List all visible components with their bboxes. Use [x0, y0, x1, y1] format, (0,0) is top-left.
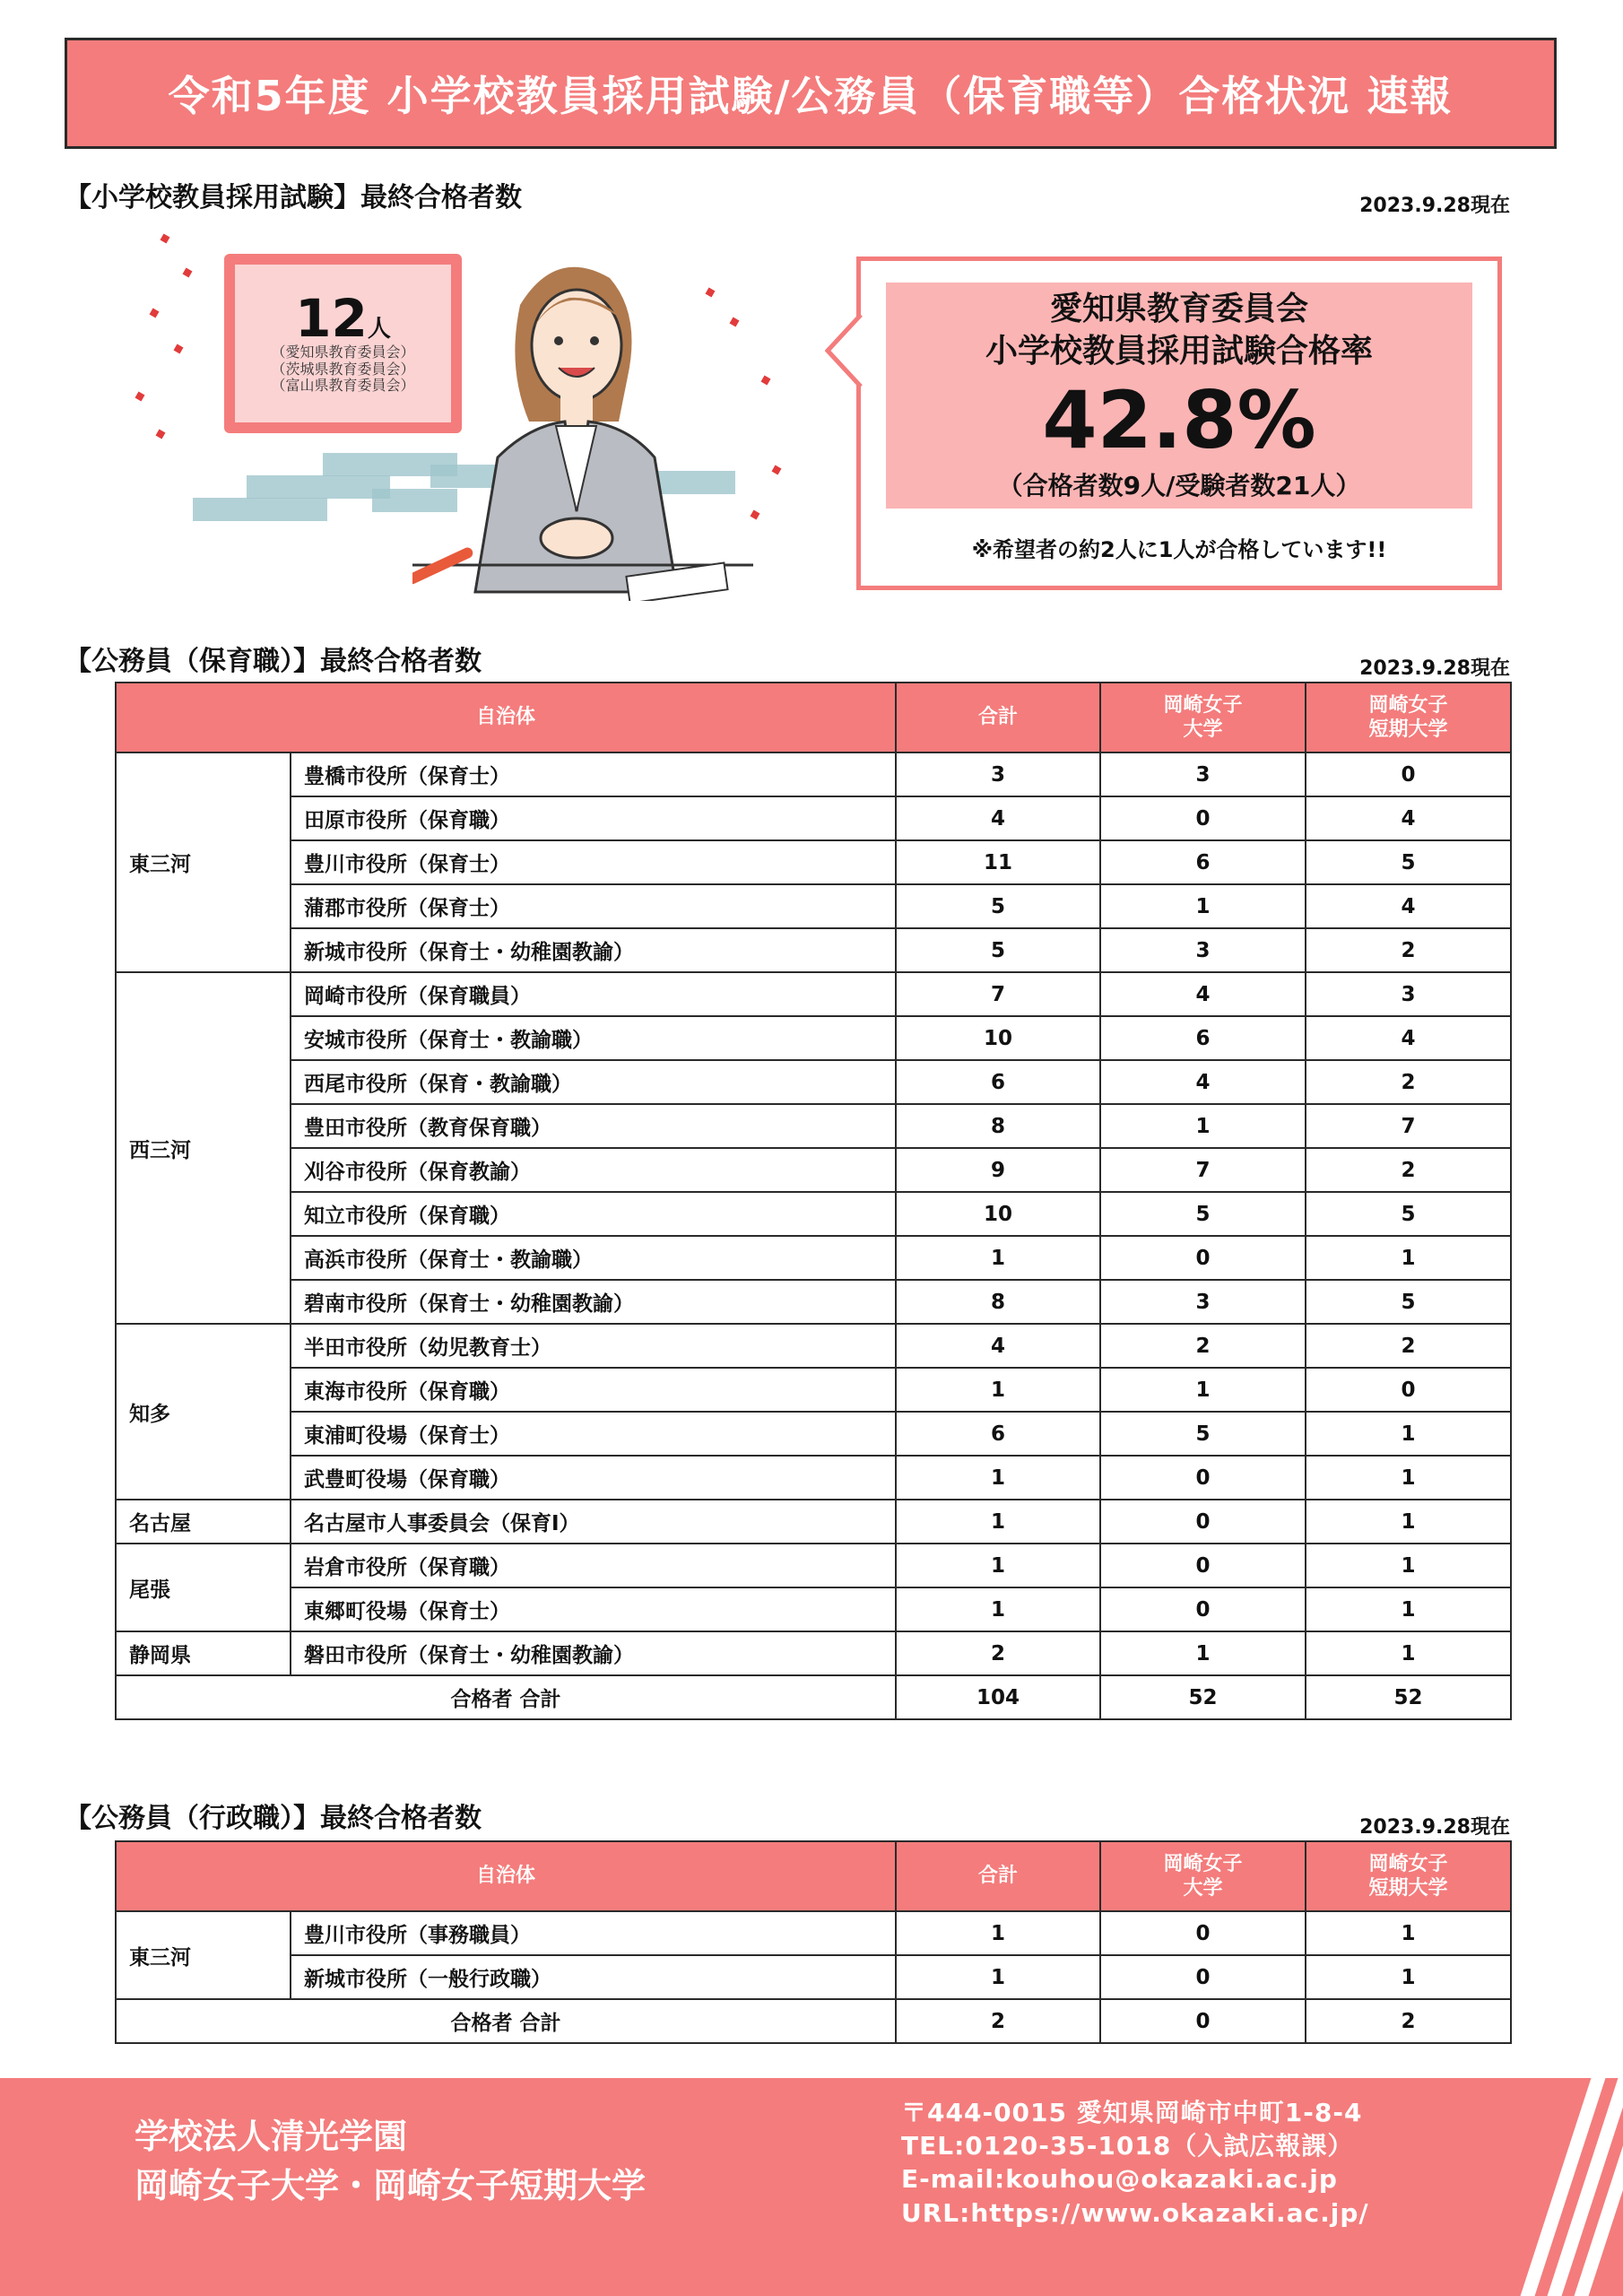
table-row: [116, 1148, 1511, 1192]
region-cell: 知多: [116, 1324, 291, 1500]
total-cell: 1: [896, 1544, 1100, 1587]
total-cell: 5: [896, 884, 1100, 928]
municipality-cell: 西尾市役所（保育・教諭職）: [291, 1060, 896, 1104]
junior-college-cell: 1: [1306, 1500, 1511, 1544]
municipality-cell: 新城市役所（一般行政職）: [291, 1955, 896, 1999]
university-cell: 5: [1100, 1192, 1306, 1236]
junior-college-cell: 1: [1306, 1911, 1511, 1955]
region-cell: 静岡県: [116, 1631, 291, 1675]
total-cell: 10: [896, 1192, 1100, 1236]
junior-college-cell: 1: [1306, 1544, 1511, 1587]
callout-pointer: [825, 315, 863, 387]
municipality-cell: 田原市役所（保育職）: [291, 796, 896, 840]
region-cell: 東三河: [116, 1911, 291, 1999]
municipality-cell: 東浦町役場（保育士）: [291, 1412, 896, 1456]
total-cell: 2: [896, 1631, 1100, 1675]
board-line: （茨城県教育委員会）: [271, 360, 415, 378]
university-cell: 4: [1100, 1060, 1306, 1104]
total-cell: 7: [896, 972, 1100, 1016]
table-row: [116, 1911, 1511, 1955]
total-cell: 6: [896, 1060, 1100, 1104]
total-cell: 3: [896, 752, 1100, 796]
junior-college-cell: 0: [1306, 752, 1511, 796]
junior-college-cell: 0: [1306, 1368, 1511, 1412]
childcare-as-of-date: 2023.9.28現在: [1359, 657, 1510, 680]
total-cell: 1: [896, 1456, 1100, 1500]
junior-college-cell: 5: [1306, 1192, 1511, 1236]
table-row: [116, 752, 1511, 796]
table-row: [116, 796, 1511, 840]
junior-college-cell: 3: [1306, 972, 1511, 1016]
university-cell: 0: [1100, 1456, 1306, 1500]
total-label: 合格者 合計: [116, 1999, 896, 2043]
municipality-cell: 東海市役所（保育職）: [291, 1368, 896, 1412]
junior-college-cell: 1: [1306, 1412, 1511, 1456]
board-count: 12人: [295, 288, 391, 350]
total-row: [116, 1999, 1511, 2043]
university-cell: 7: [1100, 1148, 1306, 1192]
junior-college-total-cell: 52: [1306, 1675, 1511, 1719]
table-row: [116, 1456, 1511, 1500]
footer: [0, 2078, 1623, 2296]
column-header: 岡崎女子 短期大学: [1306, 1841, 1511, 1911]
total-cell: 1: [896, 1236, 1100, 1280]
column-header: 自治体: [116, 1841, 896, 1911]
table-row: [116, 1280, 1511, 1324]
university-total-cell: 0: [1100, 1999, 1306, 2043]
total-cell: 11: [896, 840, 1100, 884]
total-cell: 1: [896, 1587, 1100, 1631]
municipality-cell: 半田市役所（幼児教育士）: [291, 1324, 896, 1368]
table-row: [116, 928, 1511, 972]
table-row: [116, 1500, 1511, 1544]
municipality-cell: 豊橋市役所（保育士）: [291, 752, 896, 796]
total-cell: 8: [896, 1280, 1100, 1324]
municipality-cell: 蒲郡市役所（保育士）: [291, 884, 896, 928]
university-cell: 0: [1100, 1500, 1306, 1544]
municipality-cell: 豊田市役所（教育保育職）: [291, 1104, 896, 1148]
column-header: 岡崎女子 大学: [1100, 1841, 1306, 1911]
column-header: 岡崎女子 短期大学: [1306, 683, 1511, 752]
teacher-section-heading: 【小学校教員採用試験】最終合格者数: [65, 182, 522, 213]
footer-tel: TEL:0120-35-1018（入試広報課）: [901, 2131, 1354, 2161]
municipality-cell: 岩倉市役所（保育職）: [291, 1544, 896, 1587]
junior-college-cell: 7: [1306, 1104, 1511, 1148]
municipality-cell: 新城市役所（保育士・幼稚園教諭）: [291, 928, 896, 972]
municipality-cell: 名古屋市人事委員会（保育Ⅰ）: [291, 1500, 896, 1544]
university-cell: 0: [1100, 1236, 1306, 1280]
junior-college-cell: 4: [1306, 1016, 1511, 1060]
junior-college-cell: 4: [1306, 796, 1511, 840]
region-cell: 東三河: [116, 752, 291, 972]
childcare-section-heading: 【公務員（保育職）】最終合格者数: [65, 646, 482, 677]
municipality-cell: 碧南市役所（保育士・幼稚園教諭）: [291, 1280, 896, 1324]
junior-college-cell: 2: [1306, 1324, 1511, 1368]
board-line: （愛知県教育委員会）: [271, 344, 415, 361]
total-cell: 4: [896, 796, 1100, 840]
total-label: 合格者 合計: [116, 1675, 896, 1719]
board-line: （富山県教育委員会）: [271, 377, 415, 395]
teacher-as-of-date: 2023.9.28現在: [1359, 195, 1510, 217]
total-cell: 5: [896, 928, 1100, 972]
university-cell: 1: [1100, 1631, 1306, 1675]
total-cell: 8: [896, 1104, 1100, 1148]
footer-email[interactable]: E-mail:kouhou@okazaki.ac.jp: [901, 2164, 1338, 2195]
region-cell: 名古屋: [116, 1500, 291, 1544]
university-cell: 1: [1100, 1368, 1306, 1412]
table-row: [116, 1368, 1511, 1412]
university-cell: 0: [1100, 1911, 1306, 1955]
column-header: 岡崎女子 大学: [1100, 683, 1306, 752]
callout-exam-name: 小学校教員採用試験合格率: [985, 332, 1373, 370]
university-cell: 4: [1100, 972, 1306, 1016]
junior-college-cell: 5: [1306, 840, 1511, 884]
university-cell: 3: [1100, 1280, 1306, 1324]
region-cell: 西三河: [116, 972, 291, 1324]
university-cell: 3: [1100, 928, 1306, 972]
column-header: 自治体: [116, 683, 896, 752]
region-cell: 尾張: [116, 1544, 291, 1631]
university-total-cell: 52: [1100, 1675, 1306, 1719]
total-cell: 9: [896, 1148, 1100, 1192]
university-cell: 0: [1100, 1587, 1306, 1631]
university-cell: 6: [1100, 840, 1306, 884]
total-cell: 6: [896, 1412, 1100, 1456]
total-cell: 4: [896, 1324, 1100, 1368]
footer-organization: [135, 2112, 646, 2211]
junior-college-cell: 2: [1306, 1148, 1511, 1192]
table-row: [116, 1016, 1511, 1060]
total-cell: 1: [896, 1500, 1100, 1544]
junior-college-cell: 1: [1306, 1456, 1511, 1500]
footer-contact: [901, 2096, 1369, 2230]
municipality-cell: 刈谷市役所（保育教諭）: [291, 1148, 896, 1192]
junior-college-cell: 1: [1306, 1631, 1511, 1675]
total-row: [116, 1675, 1511, 1719]
total-cell: 1: [896, 1955, 1100, 1999]
table-row: [116, 884, 1511, 928]
table-row: [116, 1544, 1511, 1587]
table-row: [116, 1192, 1511, 1236]
junior-college-cell: 1: [1306, 1236, 1511, 1280]
table-row: [116, 1060, 1511, 1104]
table-row: [116, 1587, 1511, 1631]
university-cell: 1: [1100, 884, 1306, 928]
junior-college-cell: 2: [1306, 1060, 1511, 1104]
table-row: [116, 1104, 1511, 1148]
municipality-cell: 高浜市役所（保育士・教諭職）: [291, 1236, 896, 1280]
callout-pass-rate: 42.8%: [1042, 374, 1316, 467]
university-cell: 6: [1100, 1016, 1306, 1060]
column-header: 合計: [896, 1841, 1100, 1911]
university-cell: 0: [1100, 796, 1306, 840]
municipality-cell: 豊川市役所（保育士）: [291, 840, 896, 884]
teacher-figure: [412, 242, 753, 601]
childcare-results-table: [115, 682, 1512, 1720]
grand-total-cell: 2: [896, 1999, 1100, 2043]
table-row: [116, 1324, 1511, 1368]
municipality-cell: 東郷町役場（保育士）: [291, 1587, 896, 1631]
junior-college-cell: 4: [1306, 884, 1511, 928]
footer-org-line: 岡崎女子大学・岡崎女子短期大学: [135, 2166, 647, 2206]
table-row: [116, 1955, 1511, 1999]
municipality-cell: 磐田市役所（保育士・幼稚園教諭）: [291, 1631, 896, 1675]
table-row: [116, 972, 1511, 1016]
junior-college-total-cell: 2: [1306, 1999, 1511, 2043]
university-cell: 1: [1100, 1104, 1306, 1148]
table-row: [116, 1631, 1511, 1675]
callout-counts: （合格者数9人/受験者数21人）: [997, 471, 1361, 501]
university-cell: 5: [1100, 1412, 1306, 1456]
university-cell: 0: [1100, 1955, 1306, 1999]
admin-as-of-date: 2023.9.28現在: [1359, 1816, 1510, 1839]
junior-college-cell: 2: [1306, 928, 1511, 972]
table-row: [116, 840, 1511, 884]
table-row: [116, 1236, 1511, 1280]
junior-college-cell: 1: [1306, 1587, 1511, 1631]
university-cell: 3: [1100, 752, 1306, 796]
pass-rate-callout: [856, 257, 1502, 590]
municipality-cell: 武豊町役場（保育職）: [291, 1456, 896, 1500]
university-cell: 2: [1100, 1324, 1306, 1368]
municipality-cell: 知立市役所（保育職）: [291, 1192, 896, 1236]
column-header: 合計: [896, 683, 1100, 752]
municipality-cell: 安城市役所（保育士・教諭職）: [291, 1016, 896, 1060]
footer-org-line: 学校法人清光学園: [135, 2117, 408, 2156]
table-row: [116, 1412, 1511, 1456]
footer-url[interactable]: URL:https://www.okazaki.ac.jp/: [901, 2197, 1369, 2228]
admin-results-table: [115, 1840, 1512, 2044]
junior-college-cell: 1: [1306, 1955, 1511, 1999]
municipality-cell: 豊川市役所（事務職員）: [291, 1911, 896, 1955]
municipality-cell: 岡崎市役所（保育職員）: [291, 972, 896, 1016]
university-cell: 0: [1100, 1544, 1306, 1587]
footer-address: 〒444-0015 愛知県岡崎市中町1-8-4: [901, 2098, 1363, 2127]
admin-section-heading: 【公務員（行政職）】最終合格者数: [65, 1803, 482, 1834]
total-cell: 1: [896, 1368, 1100, 1412]
total-cell: 10: [896, 1016, 1100, 1060]
callout-note: ※希望者の約2人に1人が合格しています!!: [971, 537, 1387, 562]
callout-organization: 愛知県教育委員会: [1049, 290, 1308, 327]
page-title: 令和5年度 小学校教員採用試験/公務員（保育職等）合格状況 速報: [65, 38, 1557, 149]
total-cell: 1: [896, 1911, 1100, 1955]
junior-college-cell: 5: [1306, 1280, 1511, 1324]
grand-total-cell: 104: [896, 1675, 1100, 1719]
